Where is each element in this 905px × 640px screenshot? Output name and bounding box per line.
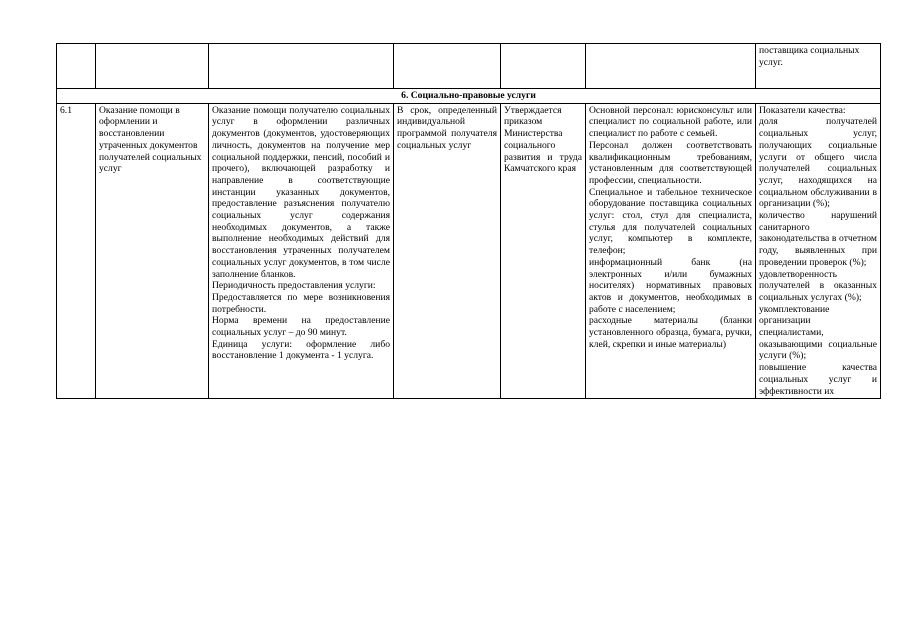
quality-paragraph: укомплектование организации специалистами, оказывающими социальные услуги (%); xyxy=(759,303,877,362)
service-term: В срок, определенный индивидуальной программой получателя социальных услуг xyxy=(394,103,501,399)
conditions-paragraph: Персонал должен соответствовать квалификационным требованиям, установленным для соответствующей профессии, специальности. xyxy=(589,139,752,186)
conditions-paragraph: Основной персонал: юрисконсульт или специалист по социальной работе, или специалист по работе с семьей. xyxy=(589,104,752,140)
description-paragraph: Единица услуги: оформление либо восстановление 1 документа - 1 услуга. xyxy=(212,338,390,362)
conditions-paragraph: расходные материалы (бланки установленного образца, бумага, ручки, клей, скрепки и иные материалы) xyxy=(589,315,752,350)
table-row xyxy=(57,103,881,399)
description-paragraph: Периодичность предоставления услуги: xyxy=(212,280,376,292)
table-cell xyxy=(394,44,501,89)
table-cell xyxy=(586,44,756,89)
section-title: 6. Социально-правовые услуги xyxy=(57,89,881,104)
table-cell xyxy=(209,44,394,89)
service-conditions xyxy=(586,103,756,399)
service-description xyxy=(209,103,394,399)
quality-paragraph: доля получателей социальных услуг, получающих социальные услуги от общего числа получателей социальных услуг, находящихся на социальном обслуживании в организации (%); xyxy=(759,116,877,210)
quality-paragraph: Показатели качества: xyxy=(759,104,846,116)
description-paragraph: Оказание помощи получателю социальных услуг в оформлении различных документов (документов, удостоверяющих личность, документов на получение мер социальной поддержки, пенсий, пособий и прочего), включающей разработку и направление в соответствующие инстанции указанных документов, предоставление разъяснения получателю социальных услуг содержания необходимых документов, а также выполнение необходимых действий для восстановления утраченных получателем социальных услуг документов, в том числе заполнение бланков. xyxy=(212,104,390,280)
table-cell xyxy=(57,44,96,89)
service-tariff: Утверждается приказом Министерства социального развития и труда Камчатского края xyxy=(501,103,586,399)
document-page xyxy=(56,43,881,399)
quality-paragraph: количество нарушений санитарного законодательства в отчетном году, выявленных при проведении проверок (%); xyxy=(759,210,877,268)
table-cell xyxy=(96,44,209,89)
table-cell: поставщика социальных услуг. xyxy=(756,44,881,89)
section-header-row xyxy=(57,89,881,104)
services-table xyxy=(56,43,881,399)
quality-indicators xyxy=(756,103,881,399)
quality-paragraph: повышение качества социальных услуг и эффективности их xyxy=(759,362,877,397)
row-number: 6.1 xyxy=(57,103,96,399)
description-paragraph: Предоставляется по мере возникновения потребности. xyxy=(212,291,390,315)
description-paragraph: Норма времени на предоставление социальных услуг – до 90 минут. xyxy=(212,315,390,339)
quality-paragraph: удовлетворенность получателей в оказанных социальных услугах (%); xyxy=(759,268,877,303)
conditions-paragraph: информационный банк (на электронных и/или бумажных носителях) нормативных правовых актов и документов, необходимых в работе с населением; xyxy=(589,256,752,315)
table-cell xyxy=(501,44,586,89)
service-name: Оказание помощи в оформлении и восстановлении утраченных документов получателей социальных услуг xyxy=(96,103,209,399)
conditions-paragraph: Специальное и табельное техническое оборудование поставщика социальных услуг: стол, стул для специалиста, стулья для получателей социальных услуг, компьютер в комплекте, телефон; xyxy=(589,186,752,257)
table-row xyxy=(57,44,881,89)
